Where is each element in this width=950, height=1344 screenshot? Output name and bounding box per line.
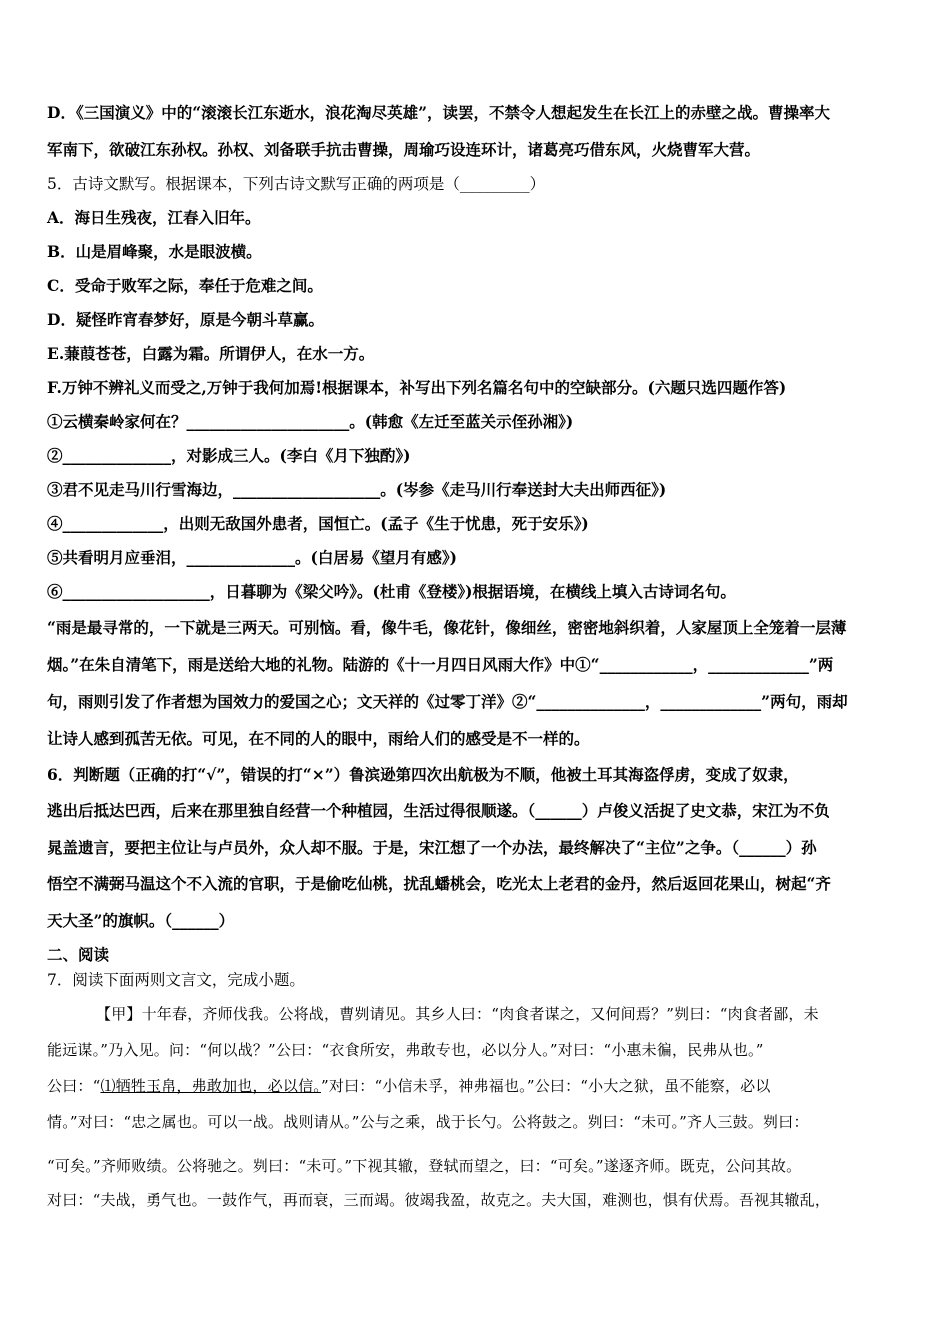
passage-line-4: 情。”对曰：“忠之属也。可以一战。战则请从。”公与之乘，战于长勺。公将鼓之。刿曰：“未可。”齐人三鼓。刿曰： [47,1113,809,1131]
option-d-line-2: 军南下，欲破江东孙权。孙权、刘备联手抗击曹操，周瑜巧设连环计，诸葛亮巧借东风，火烧曹军大营。 [47,140,761,159]
fill-blank-5: ⑤共看明月应垂泪，______________。(白居易《望月有感》) [47,548,457,567]
option-b: B．山是眉峰聚，水是眼波横。 [47,242,262,261]
option-c: C．受命于败军之际，奉任于危难之间。 [47,276,323,295]
fill-blank-4: ④_____________，出则无敌国外患者，国恒亡。(孟子《生于忧患，死于安乐》) [47,514,589,533]
fill-blank-2: ②______________，对影成三人。(李白《月下独酌》) [47,446,411,465]
question-7-title: 7．阅读下面两则文言文，完成小题。 [47,971,305,989]
question-6-line-5: 天大圣”的旗帜。（______） [47,911,235,930]
rain-paragraph-line-4: 让诗人感到孤苦无依。可见，在不同的人的眼中，雨给人们的感受是不一样的。 [47,729,590,748]
section-heading-reading: 二、阅读 [47,945,110,964]
option-d-line-1: D．《三国演义》中的“滚滚长江东逝水，浪花淘尽英雄”，读罢，不禁令人想起发生在长江上的赤壁之战。曹操率大 [47,103,831,122]
underlined-sentence-1: ⑴牺牲玉帛，弗敢加也，必以信。 [100,1077,321,1095]
question-5-title: 5．古诗文默写。根据课本，下列古诗文默写正确的两项是（_________） [47,175,546,193]
rain-paragraph-line-1: “雨是最寻常的，一下就是三两天。可别恼。看，像牛毛，像花针，像细丝，密密地斜织着，人家屋顶上全笼着一层薄 [47,618,847,637]
passage-line-6: 对曰：“夫战，勇气也。一鼓作气，再而衰，三而竭。彼竭我盈，故克之。夫大国，难测也，惧有伏焉。吾视其辙乱， [47,1191,831,1209]
fill-blank-1: ①云横秦岭家何在？_____________________。(韩愈《左迁至蓝关示侄孙湘》) [47,412,574,431]
question-6-line-3: 晁盖遗言，要把主位让与卢员外，众人却不服。于是，宋江想了一个办法，最终解决了“主位”之争。（______）孙 [47,838,817,857]
question-6-line-1: 6．判断题（正确的打“√”，错误的打“×”）鲁滨逊第四次出航极为不顺，他被土耳其海盗俘虏，变成了奴隶， [47,765,799,784]
option-a: A．海日生残夜，江春入旧年。 [47,208,261,227]
passage-line-1: 【甲】十年春，齐师伐我。公将战，曹刿请见。其乡人曰：“肉食者谋之，又何间焉？”刿曰：“肉食者鄙，未 [96,1005,819,1023]
question-6-line-2: 逃出后抵达巴西，后来在那里独自经营一个种植园，生活过得很顺遂。（______）卢俊义活捉了史文恭，宋江为不负 [47,801,830,820]
passage-line-2: 能远谋。”乃入见。问：“何以战？”公曰：“衣食所安，弗敢专也，必以分人。”对曰：“小惠未徧，民弗从也。” [47,1041,764,1059]
option-e: E.蒹葭苍苍，白露为霜。所谓伊人，在水一方。 [47,344,375,363]
passage-line-3-end: ”对曰：“小信未孚，神弗福也。”公曰：“小大之狱，虽不能察，必以 [321,1077,771,1095]
question-6-line-4: 悟空不满弼马温这个不入流的官职，于是偷吃仙桃，扰乱蟠桃会，吃光太上老君的金丹，然后返回花果山，树起“齐 [47,874,831,893]
rain-paragraph-line-3: 句，雨则引发了作者想为国效力的爱国之心；文天祥的《过零丁洋》②“______________，_____________”两句，雨却 [47,692,848,711]
option-d: D．疑怪昨宵春梦好，原是今朝斗草赢。 [47,310,324,329]
passage-line-5: “可矣。”齐师败绩。公将驰之。刿曰：“未可。”下视其辙，登轼而望之，曰：“可矣。”遂逐齐师。既克，公问其故。 [47,1157,802,1175]
passage-line-3-start: 公曰：“ [47,1077,101,1095]
option-f: F.万钟不辨礼义而受之,万钟于我何加焉!根据课本，补写出下列名篇名句中的空缺部分。(六题只选四题作答) [47,378,787,397]
rain-paragraph-line-2: 烟。”在朱自清笔下，雨是送给大地的礼物。陆游的《十一月四日风雨大作》中①“____________，_____________”两 [47,655,834,674]
fill-blank-3: ③君不见走马川行雪海边，___________________。(岑参《走马川行奉送封大夫出师西征》) [47,480,667,499]
fill-blank-6: ⑥___________________，日暮聊为《梁父吟》。(杜甫《登楼》)根据语境，在横线上填入古诗词名句。 [47,582,736,601]
passage-line-3 [47,1076,907,1096]
